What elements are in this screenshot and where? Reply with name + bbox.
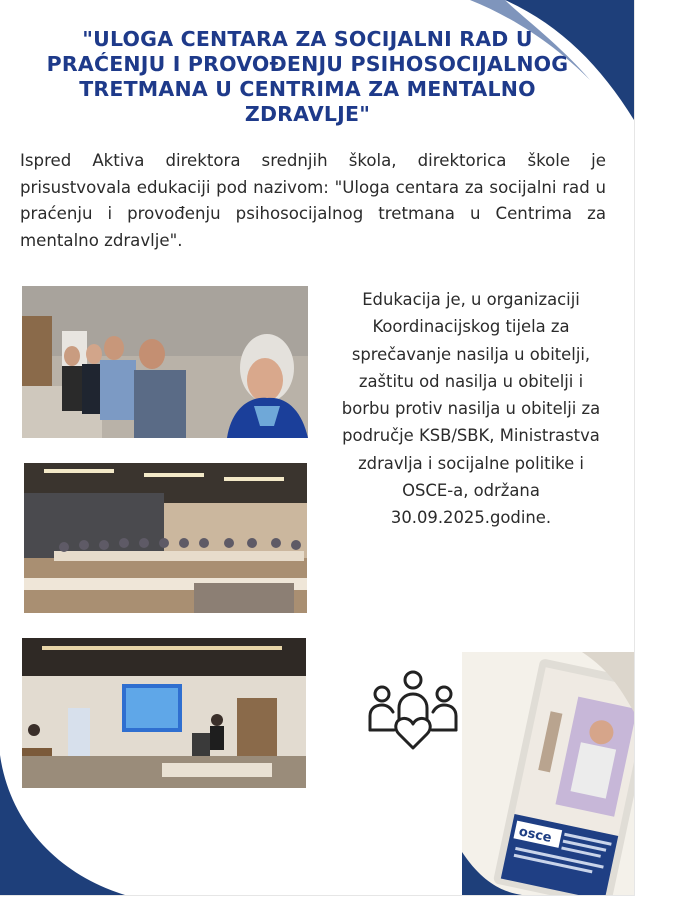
photo-conference-room (24, 463, 307, 613)
photo-participants-closeup (22, 286, 308, 438)
photo-osce-brochure (462, 652, 634, 895)
page-title: "ULOGA CENTARA ZA SOCIJALNI RAD U PRAĆENJU I PROVOĐENJU PSIHOSOCIJALNOG TRETMANA U CENTRIMA ZA MENTALNO ZDRAVLJE" (46, 27, 569, 126)
intro-paragraph: Ispred Aktiva direktora srednjih škola, direktorica škole je prisustvovala edukaciji pod nazivom: "Uloga centara za socijalni rad u praćenju i provođenju psihosocijalnog tretmana u Centrima za mentalno zdravlje". (20, 151, 606, 250)
photo-presentation (22, 638, 306, 788)
event-description: Edukacija je, u organizaciji Koordinacijskog tijela za sprečavanje nasilja u obitelji, zaštitu od nasilja u obitelji i borbu protiv nasilja u obitelji za područje KSB/SBK, Ministrastva zdravlja i socijalne politike i OSCE-a, održana 30.09.2025.godine. (341, 290, 601, 528)
osce-logo: osce (517, 824, 553, 847)
people-heart-icon (368, 668, 458, 750)
